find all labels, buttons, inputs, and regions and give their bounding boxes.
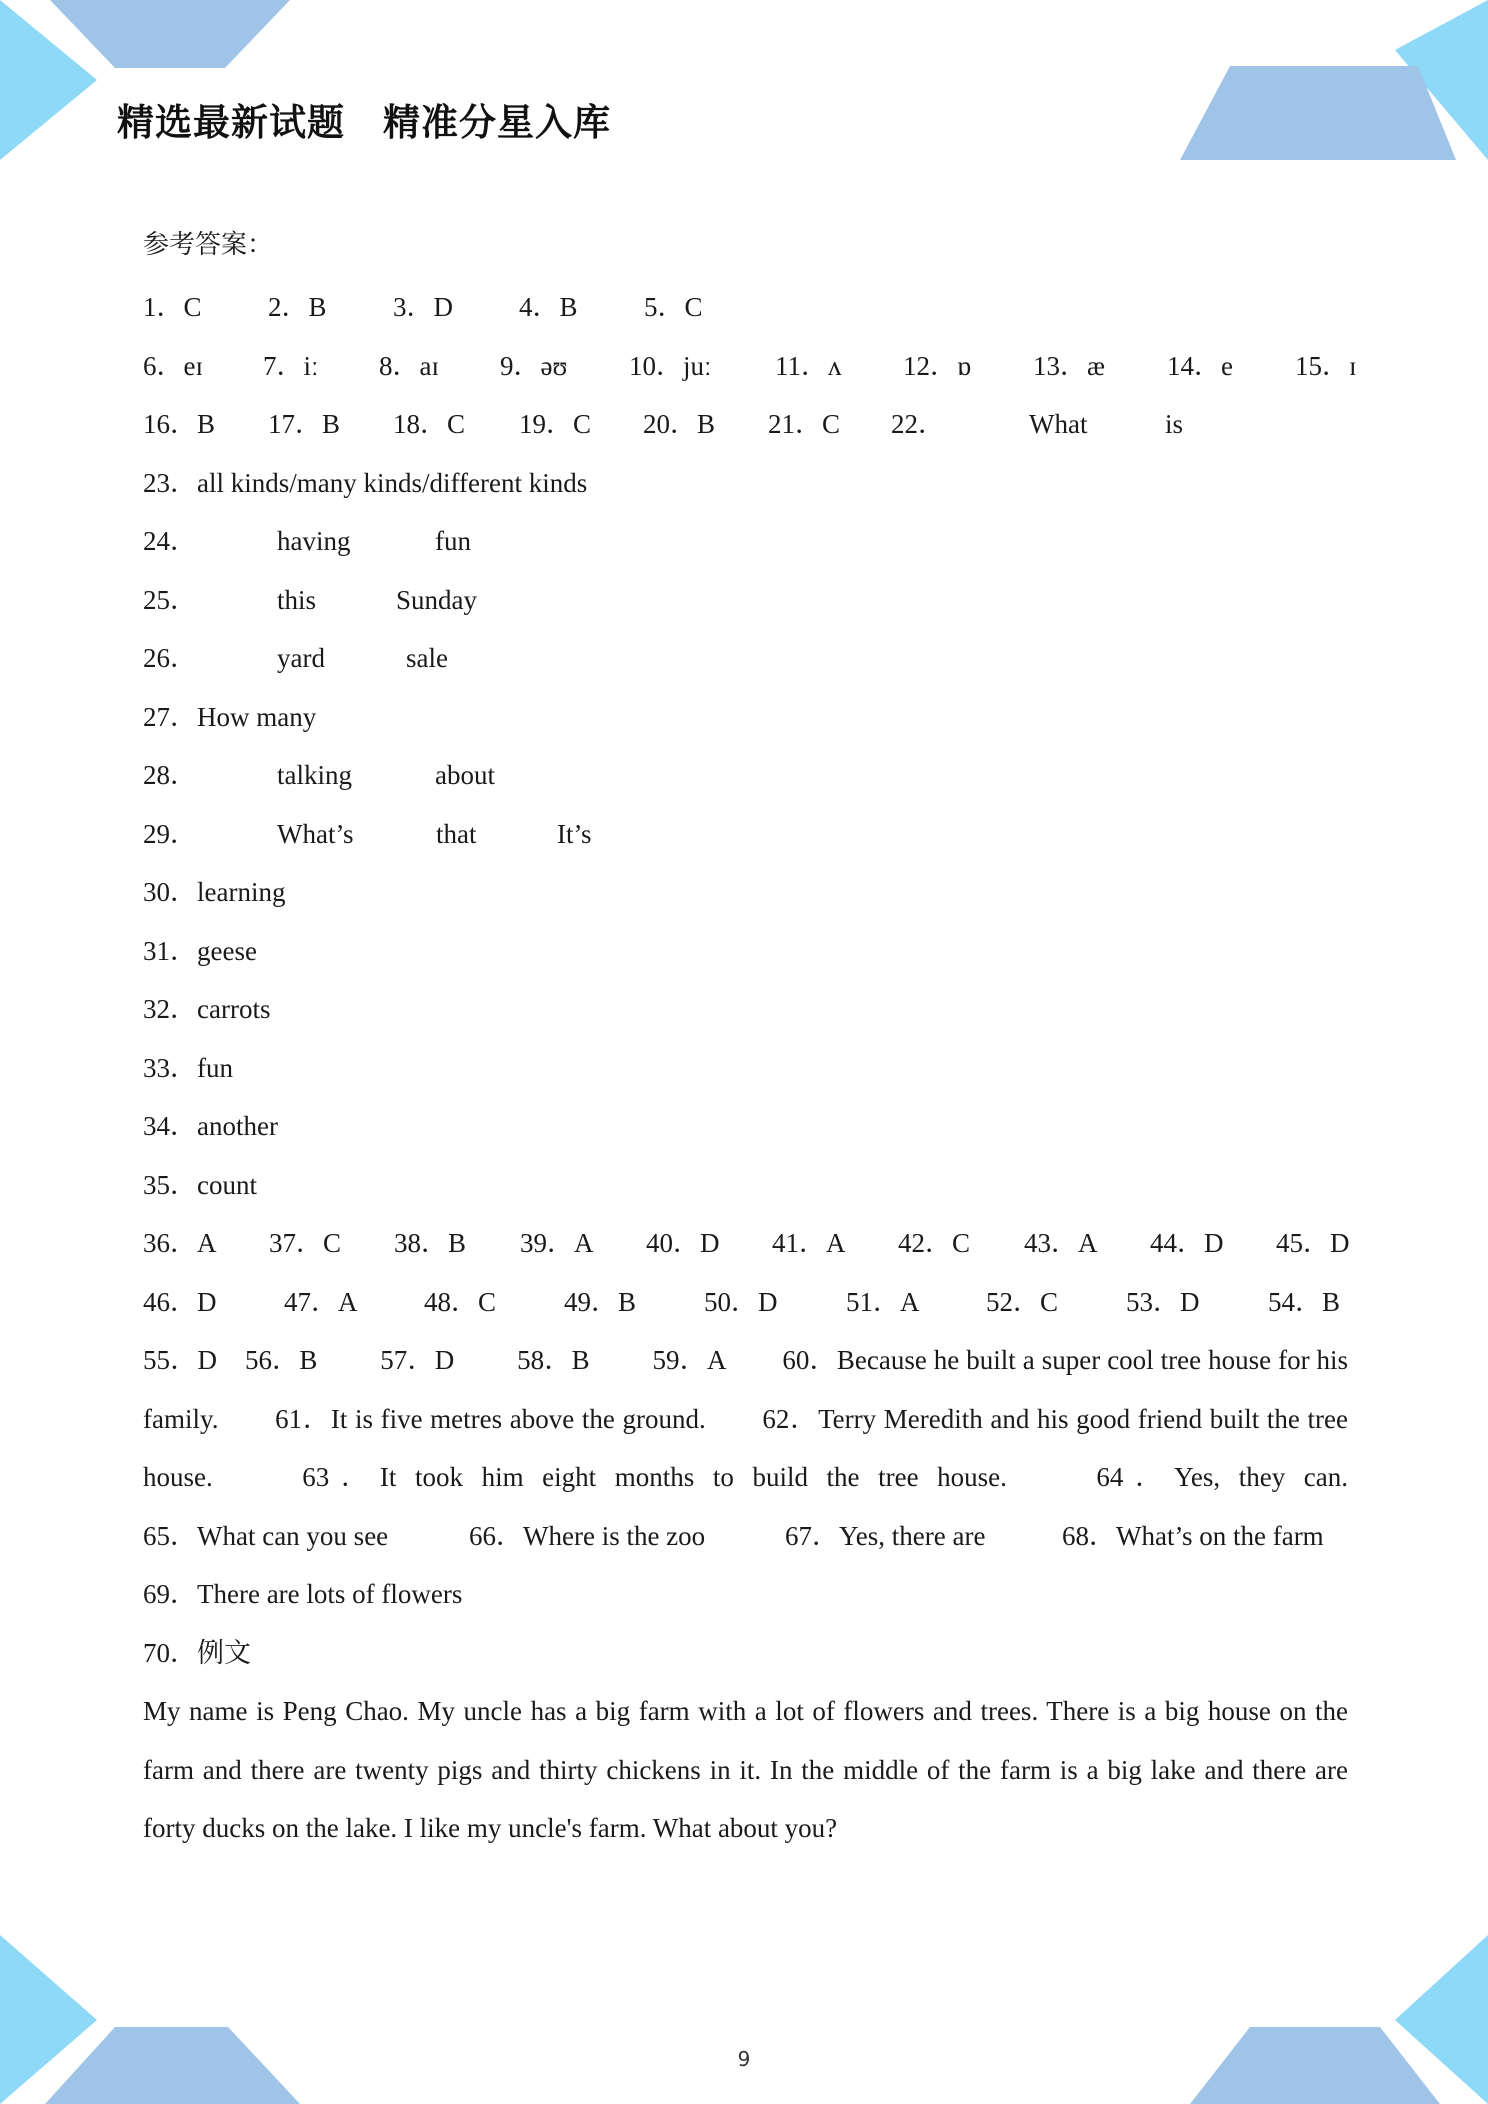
answer-item: 20．B [643,409,716,439]
answer-27 [143,688,1348,747]
answers-55-64 [143,1331,1348,1507]
answer-text: 23．all kinds/many kinds/different kinds [143,467,588,498]
answer-number: 24． [143,526,197,556]
answer-item: 10．juː [629,350,712,381]
answer-28 [143,746,1348,805]
answer-25 [143,571,1348,630]
answer-item: 58．B [517,1345,590,1375]
answer-35 [143,1156,1348,1215]
answer-item: 42．C [898,1228,971,1258]
answer-word: yard [277,643,325,673]
answer-word: Sunday [396,584,477,615]
answer-31 [143,922,1348,981]
answer-item: 40．D [646,1228,720,1258]
essay-paragraph: My name is Peng Chao. My uncle has a big farm with a lot of flowers and trees. There is a big house on the farm and there are twenty pigs and thirty chickens in it. In the middle of the farm is a big lake and there are forty ducks on the lake. I like my uncle's farm. What about you? [143,1696,1348,1843]
answer-key [143,220,1357,1858]
answer-item: 8．aɪ [379,350,439,381]
answer-item: 18．C [393,409,466,439]
page-number: 9 [737,2047,751,2071]
answer-26 [143,629,1348,688]
answer-word: What [1029,409,1088,439]
answer-item: 51．A [846,1286,920,1317]
answer-item: 5．C [644,292,703,322]
answer-item: 4．B [519,292,578,322]
answer-number: 26． [143,643,197,673]
answer-item: 12．ɒ [903,350,972,381]
top-right-trapezoid [1180,66,1456,160]
answer-text: 27．How many [143,701,317,732]
answer-item: 54．B [1268,1286,1341,1317]
answer-item: 52．C [986,1286,1059,1317]
answer-number: 28． [143,760,197,790]
answer-row-65-68 [143,1507,1348,1566]
answer-33 [143,1039,1348,1098]
answer-24 [143,512,1348,571]
answer-item: 41．A [772,1228,846,1258]
answer-item: 53．D [1126,1286,1200,1317]
answer-item: 50．D [704,1286,778,1317]
answer-item: 46．D [143,1286,217,1317]
answer-text: 35．count [143,1169,257,1200]
answer-word: that [436,818,477,849]
answer-item: 15．ɪ [1295,350,1357,381]
header-title: 精选最新试题 精准分星入库 [117,101,611,144]
answer-item: 36．A [143,1228,217,1258]
answer-item: 14．e [1167,350,1233,381]
answer-item: 2．B [268,292,327,322]
answer-70 [143,1624,1348,1683]
answer-item: 44．D [1150,1228,1224,1258]
answer-word: having [277,526,351,556]
answer-32 [143,980,1348,1039]
answer-text: 32．carrots [143,994,271,1024]
answers-heading: 参考答案： [143,230,274,260]
answer-word: fun [435,526,471,556]
answer-text: 68．What’s on the farm [1062,1520,1324,1551]
answer-item: 37．C [269,1228,342,1258]
answer-item: 21．C [768,409,841,439]
answer-word: It’s [557,818,592,849]
answer-number: 25． [143,584,197,615]
answer-item: 3．D [393,292,453,322]
answer-30 [143,863,1348,922]
answer-row-46-54 [143,1273,1348,1332]
answer-item: 43．A [1024,1228,1098,1258]
answer-row-36-45 [143,1214,1348,1273]
answer-text: 65．What can you see [143,1520,389,1551]
answer-23 [143,454,1348,513]
answer-word: this [277,584,317,615]
answer-word: What’s [277,818,354,849]
answer-row-1-5 [143,278,1348,337]
answer-item: 11．ʌ [775,350,842,381]
answer-item: 59．A [652,1345,727,1375]
answer-item: 38．B [394,1228,467,1258]
answer-item: 56．B [244,1345,318,1375]
answer-text: 66．Where is the zoo [469,1520,706,1551]
answer-number: 29． [143,818,197,849]
answer-34 [143,1097,1348,1156]
answer-item: 22． [891,409,945,439]
answer-item: 6．eɪ [143,350,203,381]
answer-item: 39．A [520,1228,594,1258]
answer-29 [143,805,1348,864]
answer-row-16-22 [143,395,1348,454]
answer-word: talking [277,760,352,790]
answer-item: 9．əʊ [500,350,568,381]
answer-item: 16．B [143,409,216,439]
answer-text: 60．Because he built a super cool tree house for his family. 61．It is five metres above the ground. 62．Terry Meredith and his good friend built the tree house. 63．It took him eight months to build the tree house. 64．Yes, they can. [143,1345,1349,1492]
answer-item: 1．C [143,292,202,322]
answer-item: 45．D [1276,1228,1350,1258]
answer-text: 33．fun [143,1052,233,1083]
answer-word: is [1165,409,1184,439]
answer-item: 48．C [424,1286,497,1317]
answer-item: 49．B [564,1286,637,1317]
answer-word: sale [406,643,448,673]
answer-text: 69．There are lots of flowers [143,1579,463,1609]
answer-text: 30．learning [143,877,286,907]
answer-word: about [435,760,495,790]
answer-text: 31．geese [143,935,257,966]
answer-item: 17．B [268,409,341,439]
answer-item: 57．D [380,1345,455,1375]
answer-item: 47．A [284,1286,358,1317]
answer-item: 7．iː [263,350,319,381]
answer-item: 55．D [143,1345,217,1375]
answer-item: 19．C [519,409,592,439]
answer-text: 67．Yes, there are [785,1520,986,1551]
answer-item: 13．æ [1033,350,1106,381]
answer-text: 70．例文 [143,1637,251,1668]
top-left-trapezoid [50,0,290,68]
answer-text: 34．another [143,1111,278,1141]
answer-69 [143,1565,1348,1624]
answer-row-6-15 [143,337,1357,396]
